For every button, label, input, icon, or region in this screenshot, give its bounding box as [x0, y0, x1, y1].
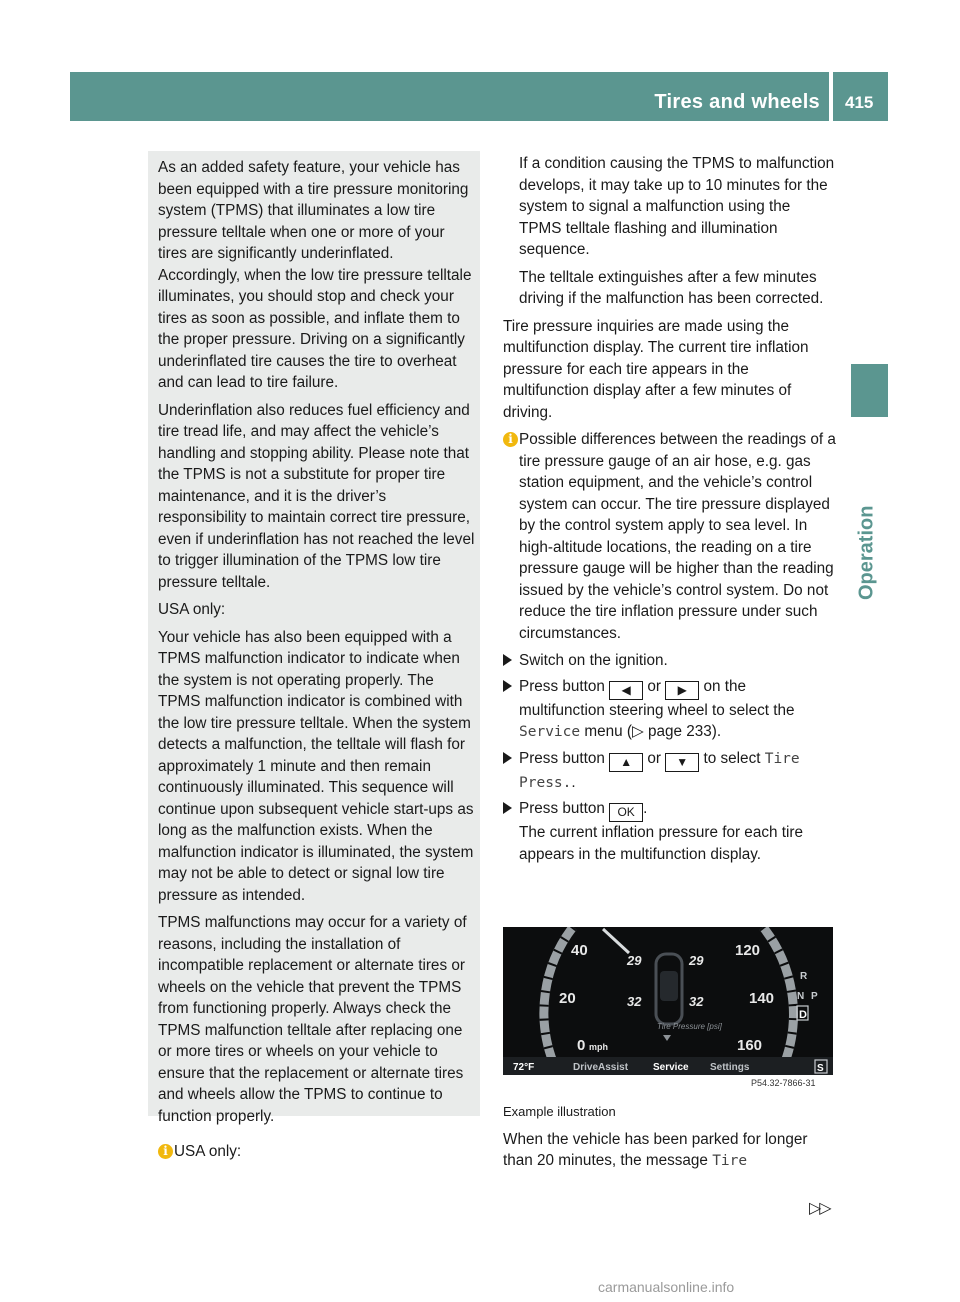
- message-text: Tire: [712, 1153, 748, 1169]
- menu-drive-assist: DriveAssist: [573, 1062, 629, 1073]
- rpm-label-140: 140: [749, 990, 775, 1007]
- paragraph: TPMS malfunctions may occur for a variety of reasons, including the installation of incompatible replacement or alternate tires or wheels on the vehicle that prevent the TPMS from functioning properly. Always check the TPMS malfunction telltale after replacing one or more tires or wheels on your vehicle to ensure that the replacement or alternate tires and wheels allow the TPMS to continue to function properly.: [158, 914, 467, 1125]
- speed-unit: mph: [589, 1042, 608, 1052]
- paragraph: USA only:: [158, 601, 226, 618]
- rpm-label-160: 160: [737, 1037, 763, 1054]
- step-select-service: Press button ◀ or ▶ on the multifunction steering wheel to select the Service menu (▷ page 233).: [503, 676, 836, 744]
- continued-icon: ▷▷: [809, 1200, 830, 1217]
- right-arrow-key-icon: ▶: [665, 681, 699, 700]
- watermark: carmanualsonline.info: [598, 1279, 735, 1295]
- temperature: 72°F: [513, 1062, 535, 1073]
- speed-label-40: 40: [571, 942, 588, 959]
- step-arrow-icon: [503, 654, 512, 666]
- gear-d: D: [799, 1009, 807, 1021]
- section-title: Tires and wheels: [654, 91, 820, 113]
- usa-only-label: USA only:: [174, 1143, 242, 1160]
- step-press-ok: Press button OK . The current inflation pressure for each tire appears in the multifunction display.: [503, 798, 836, 865]
- figure-caption: Example illustration: [503, 1104, 616, 1119]
- page-ref-icon: ▷: [631, 723, 648, 740]
- info-note-text: Possible differences between the readings of a tire pressure gauge of an air hose, e.g. gas station equipment, and the vehicle’s control system can occur. The tire pressure displayed by the control system apply to sea level. In high-altitude locations, the reading on a tire pressure gauge will be higher than the reading issued by the vehicle’s control system. Do not reduce the tire inflation pressure under such circumstances.: [519, 431, 836, 642]
- paragraph: As an added safety feature, your vehicle has been equipped with a tire pressure monitoring system (TPMS) that illuminates a low tire pressure telltale when one or more of your tires are significantly underinflated. Accordingly, when the low tire pressure telltale illuminates, you should stop and check your tires as soon as possible, and inflate them to the proper pressure. Driving on a significantly underinflated tire causes the tire to overheat and can lead to tire failure.: [158, 159, 472, 391]
- step-arrow-icon: [503, 802, 512, 814]
- rpm-label-120: 120: [735, 942, 761, 959]
- header-divider: [829, 72, 833, 121]
- right-column: [503, 153, 836, 869]
- menu-name: Service: [519, 724, 581, 740]
- left-column: [158, 157, 476, 1133]
- left-arrow-key-icon: ◀: [609, 681, 643, 700]
- speed-label-20: 20: [559, 990, 576, 1007]
- paragraph: Underinflation also reduces fuel efficiency and tire tread life, and may affect the vehicle’s handling and stopping ability. Please note that the TPMS is not a substitute for proper tire maintenance, and it is the driver’s responsibility to maintain correct tire pressure, even if underinflation has not reached the level to trigger illumination of the TPMS low tire pressure telltale.: [158, 401, 475, 591]
- tire-front-right: 29: [689, 953, 704, 968]
- screen-label: Tire Pressure [psi]: [657, 1022, 722, 1031]
- speed-label-0: 0: [577, 1037, 586, 1054]
- tire-rear-left: 32: [627, 994, 642, 1009]
- page-number: 415: [845, 93, 874, 112]
- instrument-cluster-illustration: [503, 927, 833, 1090]
- caption-block: [503, 1101, 836, 1179]
- step-arrow-icon: [503, 752, 512, 764]
- ok-key-icon: OK: [609, 803, 643, 822]
- step-ignition: Switch on the ignition.: [503, 650, 836, 672]
- step-arrow-icon: [503, 680, 512, 692]
- tire-front-left: 29: [627, 953, 642, 968]
- up-arrow-key-icon: ▲: [609, 753, 643, 772]
- menu-name: Tire Press.: [519, 750, 800, 791]
- paragraph: If a condition causing the TPMS to malfunction develops, it may take up to 10 minutes for the system to signal a malfunction using the TPMS telltale flashing and illumination sequence.: [519, 155, 835, 258]
- side-tab-marker: [851, 364, 888, 417]
- info-icon: i: [503, 432, 518, 447]
- gear-r: R: [800, 971, 808, 982]
- ref-code: P54.32-7866-31: [751, 1078, 816, 1088]
- info-icon: i: [158, 1144, 173, 1159]
- usa-only-note: [158, 1141, 241, 1163]
- down-arrow-key-icon: ▼: [665, 753, 699, 772]
- step-select-tire-press: Press button ▲ or ▼ to select Tire Press..: [503, 748, 836, 795]
- menu-service: Service: [653, 1062, 689, 1073]
- s-badge: S: [817, 1063, 824, 1074]
- paragraph: The telltale extinguishes after a few minutes driving if the malfunction has been corrected.: [519, 268, 824, 307]
- paragraph: Your vehicle has also been equipped with a TPMS malfunction indicator to indicate when the system is not operating properly. The TPMS malfunction indicator is combined with the low tire pressure telltale. When the system detects a malfunction, the telltale will flash for approximately 1 minute and then remain continuously illuminated. This sequence will continue upon subsequent vehicle start-ups as long as the malfunction exists. When the malfunction indicator is illuminated, the system may not be able to detect or signal low tire pressure as intended.: [158, 628, 474, 904]
- gear-n: N: [797, 991, 805, 1002]
- side-tab-label: Operation: [855, 505, 878, 600]
- tire-rear-right: 32: [689, 994, 704, 1009]
- gear-p: P: [811, 991, 818, 1002]
- paragraph: Tire pressure inquiries are made using the multifunction display. The current tire inflation pressure for each tire appears in the multifunction display after a few minutes of driving.: [503, 317, 809, 421]
- menu-settings: Settings: [710, 1062, 750, 1073]
- info-note: [503, 429, 836, 644]
- paragraph: When the vehicle has been parked for longer than 20 minutes, the message Tire: [503, 1130, 808, 1169]
